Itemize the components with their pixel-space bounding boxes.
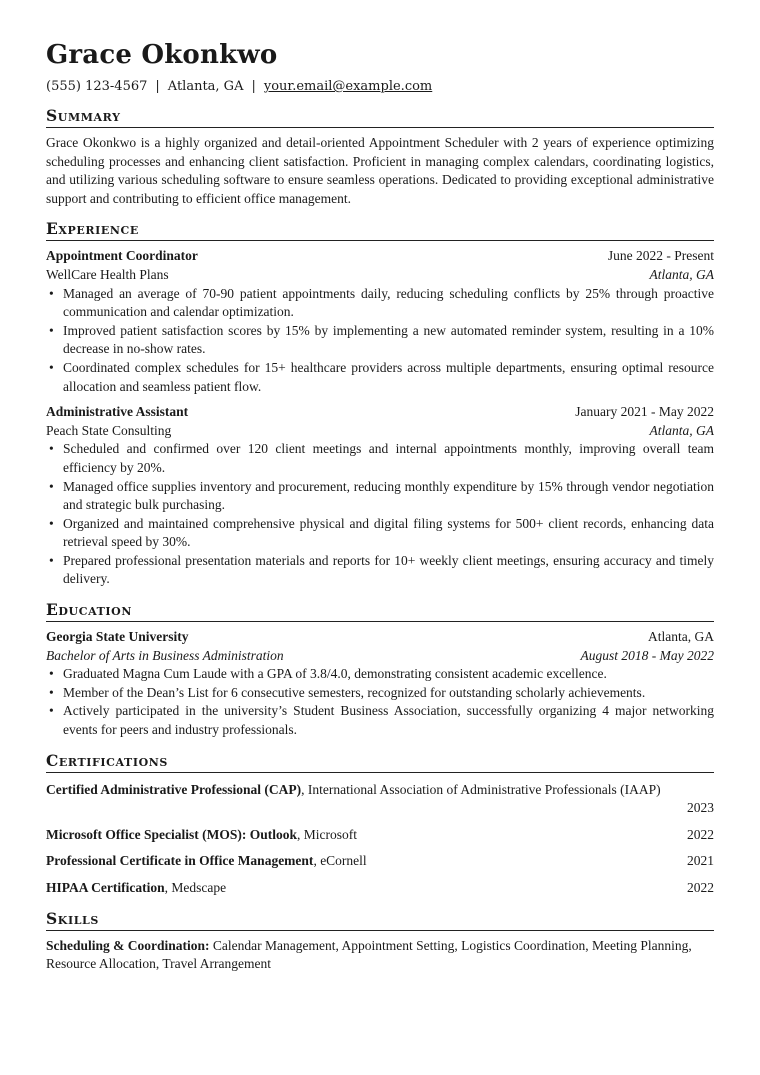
list-item: • Graduated Magna Cum Laude with a GPA of 3.8/4.0, demonstrating consistent academic excellence.: [46, 665, 714, 684]
job-role: Appointment Coordinator: [46, 248, 198, 264]
skills-list: Calendar Management, Appointment Setting, Logistics Coordination, Meeting Planning, Resource Allocation, Travel Arrangement: [46, 937, 692, 972]
list-item: • Actively participated in the university’s Student Business Association, successfully organizing 4 major networking events for peers and industry professionals.: [46, 702, 714, 739]
certification-issuer: , eCornell: [313, 853, 367, 869]
list-item: • Managed an average of 70-90 patient appointments daily, reducing scheduling conflicts by 25% through proactive communication and calendar optimization.: [46, 285, 714, 322]
certification-item: [46, 879, 714, 898]
job-location: Atlanta, GA: [649, 266, 714, 282]
certification-text: [46, 879, 226, 898]
list-item: • Member of the Dean’s List for 6 consecutive semesters, recognized for outstanding scholarly achievements.: [46, 684, 714, 703]
job-subheader: [46, 266, 714, 285]
certification-year: 2022: [687, 880, 714, 895]
section-title-education: Education: [46, 601, 714, 622]
list-item: • Improved patient satisfaction scores by 15% by implementing a new automated reminder system, resulting in a 10% decrease in no-show rates.: [46, 322, 714, 359]
section-title-certifications: Certifications: [46, 752, 714, 773]
section-title-summary: Summary: [46, 107, 714, 128]
job-header: [46, 403, 714, 422]
job-header: [46, 247, 714, 266]
certification-name: Microsoft Office Specialist (MOS): Outlook: [46, 826, 297, 842]
summary-text: Grace Okonkwo is a highly organized and detail-oriented Appointment Scheduler with 2 years of experience optimizing scheduling processes and enhancing client satisfaction. Proficient in managing complex calendars, coordinating logistics, and utilizing various scheduling software to ensure seamless operations. Dedicated to providing exceptional administrative support and contributing to efficient office management.: [46, 135, 714, 206]
job-company: Peach State Consulting: [46, 422, 172, 438]
certification-item: [46, 826, 714, 845]
email-link[interactable]: your.email@example.com: [263, 79, 433, 94]
certification-issuer: , International Association of Administrative Professionals (IAAP): [301, 781, 661, 797]
section-title-experience: Experience: [46, 220, 714, 241]
certification-year: 2023: [687, 800, 714, 816]
job-subheader: [46, 422, 714, 441]
certification-item: [46, 781, 714, 818]
list-item: • Prepared professional presentation materials and reports for 10+ weekly client meetings, ensuring accuracy and timely delivery.: [46, 552, 714, 589]
contact-separator: |: [251, 79, 256, 94]
certification-name: Professional Certificate in Office Management: [46, 853, 314, 869]
skills-line: [46, 937, 714, 974]
education-bullets: [46, 665, 714, 739]
job-bullets: [46, 285, 714, 397]
job-dates: June 2022 - Present: [607, 248, 714, 264]
list-item: • Managed office supplies inventory and procurement, reducing monthly expenditure by 15% through vendor negotiation and strategic bulk purchasing.: [46, 478, 714, 515]
degree-dates: August 2018 - May 2022: [580, 647, 714, 663]
list-item: • Scheduled and confirmed over 120 client meetings and internal appointments monthly, improving overall team efficiency by 20%.: [46, 440, 714, 477]
job-bullets: [46, 440, 714, 589]
candidate-name: Grace Okonkwo: [46, 40, 278, 70]
contact-line: [46, 79, 714, 95]
job-dates: January 2021 - May 2022: [575, 404, 714, 420]
location: Atlanta, GA: [167, 79, 244, 94]
school-location: Atlanta, GA: [648, 629, 714, 645]
list-item: • Organized and maintained comprehensive physical and digital filing systems for 500+ client records, enhancing data retrieval speed by 30%.: [46, 515, 714, 552]
certification-year: 2021: [687, 853, 714, 869]
degree-name: Bachelor of Arts in Business Administration: [46, 647, 284, 663]
phone-number: (555) 123-4567: [46, 79, 148, 94]
certification-item: [46, 852, 714, 871]
job-role: Administrative Assistant: [46, 404, 189, 420]
certification-year: 2022: [687, 826, 714, 842]
resume-page: [46, 40, 714, 974]
school-header: [46, 628, 714, 647]
list-item: • Coordinated complex schedules for 15+ healthcare providers across multiple departments, ensuring optimal resource allocation and seamless patient flow.: [46, 359, 714, 396]
job-location: Atlanta, GA: [649, 422, 714, 438]
certification-issuer: , Microsoft: [296, 826, 357, 842]
certification-text: [46, 781, 714, 800]
certification-name: Certified Administrative Professional (CAP): [46, 781, 302, 797]
education-entry: [46, 628, 714, 740]
certification-text: [46, 826, 357, 845]
skills-label: Scheduling & Coordination:: [46, 937, 210, 953]
certification-text: [46, 852, 367, 871]
contact-separator: |: [155, 79, 160, 94]
school-name: Georgia State University: [46, 629, 189, 645]
degree-row: [46, 647, 714, 666]
experience-entry: [46, 247, 714, 396]
certification-issuer: , Medscape: [164, 880, 227, 895]
experience-entry: [46, 403, 714, 589]
certification-name: HIPAA Certification: [46, 880, 165, 895]
section-title-skills: Skills: [46, 910, 714, 931]
job-company: WellCare Health Plans: [46, 266, 169, 282]
